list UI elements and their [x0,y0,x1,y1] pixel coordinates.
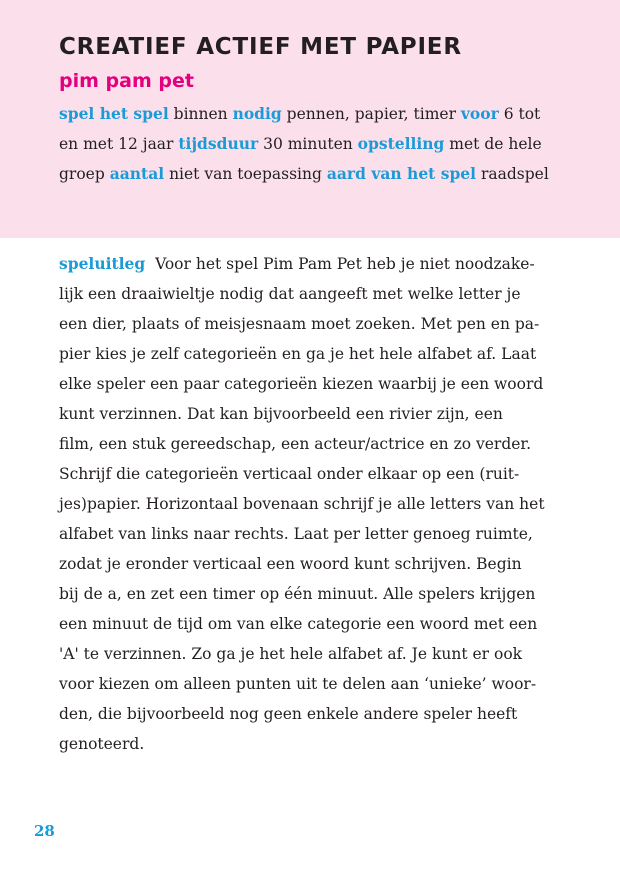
page-number: 28 [34,822,55,840]
meta-label: opstelling [357,134,445,153]
body-line: bij de a, en zet een timer op één minuut. Alle spelers krijgen [59,585,536,603]
explanation-label: speluitleg [59,254,146,273]
body-line: den, die bijvoorbeeld nog geen enkele andere speler heeft [59,705,518,723]
meta-value: 30 minuten [258,135,358,153]
body-line: Schrijf die categorieën verticaal onder elkaar op een (ruit- [59,465,520,483]
meta-value: niet van toepassing [164,165,327,183]
body-line: een minuut de tijd om van elke categorie een woord met een [59,615,538,633]
meta-value: en met 12 jaar [59,135,179,153]
meta-label: aard van het spel [326,164,477,183]
body-line: jes)papier. Horizontaal bovenaan schrijf je alle letters van het [59,495,545,513]
meta-label: nodig [232,104,282,123]
game-title: pim pam pet [59,70,194,92]
body-line: 'A' te verzinnen. Zo ga je het hele alfabet af. Je kunt er ook [59,645,523,663]
meta-label: aantal [109,164,165,183]
meta-value: raadspel [476,165,549,183]
meta-label: spel het spel [59,104,169,123]
body-line: film, een stuk gereedschap, een acteur/actrice en zo verder. [59,435,532,453]
body-line: alfabet van links naar rechts. Laat per letter genoeg ruimte, [59,525,533,543]
body-line [59,249,564,279]
game-meta [59,99,559,189]
meta-value: met de hele [444,135,542,153]
meta-value: pennen, papier, timer [281,105,461,123]
meta-label: tijdsduur [178,134,259,153]
meta-line [59,129,559,159]
meta-value: binnen [168,105,233,123]
body-line: pier kies je zelf categorieën en ga je het hele alfabet af. Laat [59,345,537,363]
meta-value: groep [59,165,110,183]
body-line: elke speler een paar categorieën kiezen waarbij je een woord [59,375,544,393]
body-line: kunt verzinnen. Dat kan bijvoorbeeld een rivier zijn, een [59,405,503,423]
body-line: voor kiezen om alleen punten uit te delen aan ‘unieke’ woor- [59,675,537,693]
body-line: zodat je eronder verticaal een woord kunt schrijven. Begin [59,555,522,573]
body-line: genoteerd. [59,735,145,753]
body-line: lijk een draaiwieltje nodig dat aangeeft met welke letter je [59,285,521,303]
meta-value: 6 tot [498,105,541,123]
body-line: een dier, plaats of meisjesnaam moet zoeken. Met pen en pa- [59,315,540,333]
game-explanation [59,249,564,759]
book-title: CREATIEF ACTIEF MET PAPIER [59,34,462,60]
meta-line [59,99,559,129]
meta-line [59,159,559,189]
meta-label: voor [460,104,499,123]
body-text-first: Voor het spel Pim Pam Pet heb je niet noodzake- [145,255,535,273]
